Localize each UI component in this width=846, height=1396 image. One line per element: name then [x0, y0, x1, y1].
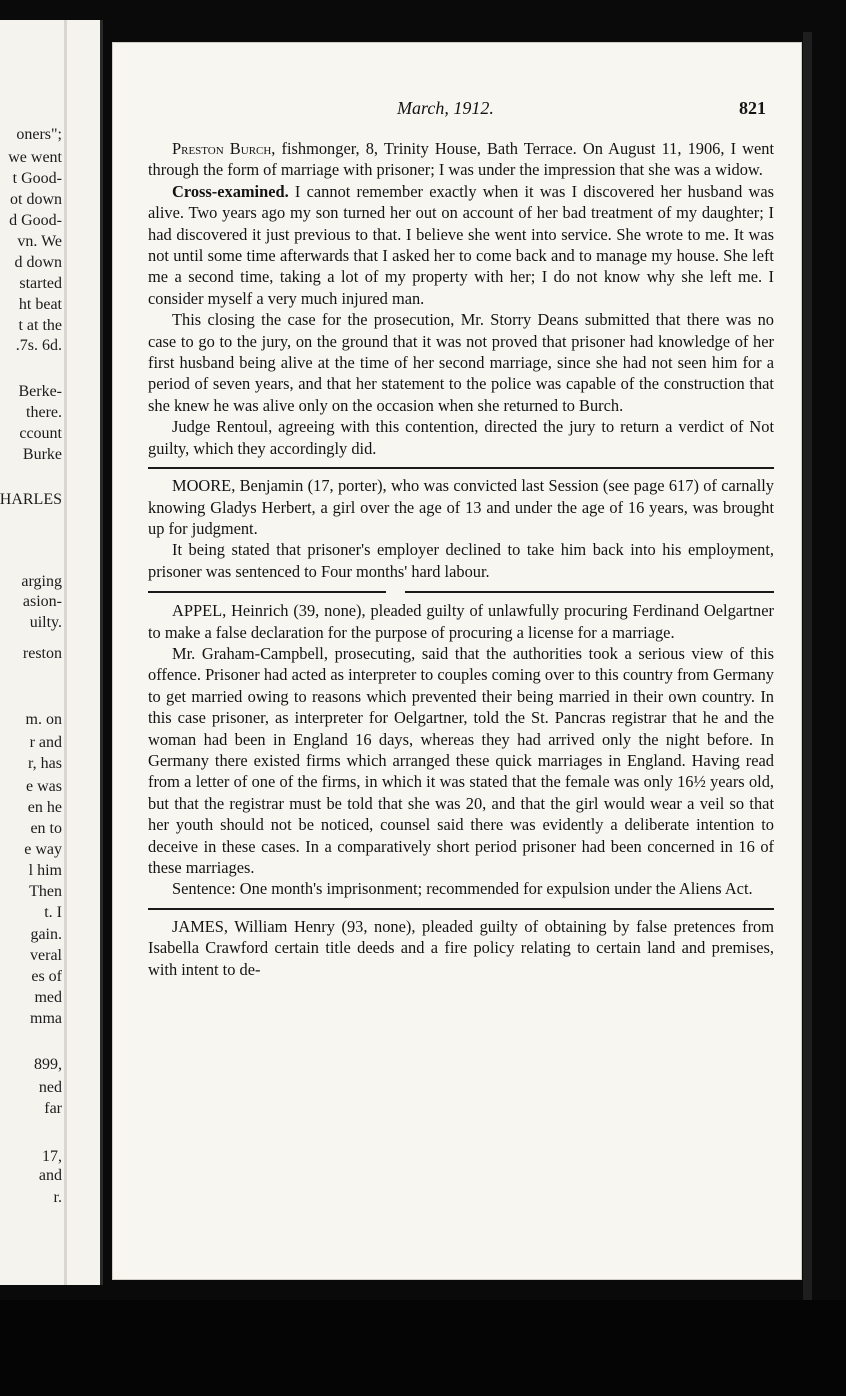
previous-page-fragment: ccount — [19, 425, 62, 442]
witness-name: Preston Burch, — [172, 139, 276, 158]
previous-page-fragment: 17, — [42, 1148, 62, 1165]
page-edge — [803, 32, 812, 1302]
previous-page-fragment: HARLES — [0, 491, 62, 508]
james-case — [148, 916, 774, 980]
burch-paragraph-4: Judge Rentoul, agreeing with this contention, directed the jury to return a verdict of Not guilty, which they accordingly did. — [148, 417, 774, 458]
previous-page-fragment: en he — [27, 799, 62, 816]
burch-paragraph-1 — [148, 138, 774, 181]
previous-page-fragment: e was — [26, 778, 62, 795]
previous-page-fragment: Burke — [22, 446, 62, 463]
previous-page-fragment: started — [19, 275, 62, 292]
burch-paragraph-3: This closing the case for the prosecution, Mr. Storry Deans submitted that there was no case to go to the jury, on the ground that it was not proved that prisoner had knowledge of her first husband being alive at the time of her second marriage, since she had not seen him for a period of seven years, and that her statement to the police was capable of the construction that she knew he was alive only on the occasion when she returned to Burch. — [148, 310, 774, 415]
previous-page-fragment: oners"; — [16, 126, 62, 143]
defendant-name: JAMES, — [172, 916, 229, 936]
james-paragraph-1 — [148, 916, 774, 980]
previous-page-fragment: d Good- — [9, 212, 62, 229]
previous-page-fragment: r and — [29, 734, 62, 751]
burch-paragraph-2 — [148, 181, 774, 309]
previous-page-fragment: r. — [53, 1189, 62, 1206]
previous-page-fragment: t. I — [44, 904, 62, 921]
previous-page-fragment: Berke- — [18, 383, 62, 400]
previous-page-fragment: e way — [24, 841, 62, 858]
previous-page-fragment: we went — [8, 149, 62, 166]
previous-page-fragment: far — [44, 1100, 62, 1117]
previous-page-fragment: 899, — [34, 1056, 62, 1073]
previous-page-fragment: ht beat — [18, 296, 62, 313]
cross-examined-label: Cross-examined. — [172, 181, 289, 201]
paragraph-text: fishmonger, 8, Trinity House, Bath Terrace. On August 11, 1906, I went through the form of marriage with prisoner; I was under the impression that she was a widow. — [148, 139, 774, 180]
previous-page-fragment: uilty. — [29, 614, 62, 631]
case-separator — [148, 590, 774, 594]
moore-paragraph-2: It being stated that prisoner's employer declined to take him back into his employment, prisoner was sentenced to Four months' hard labour. — [148, 540, 774, 581]
previous-page-fragment: ned — [38, 1079, 62, 1096]
appel-case — [148, 600, 774, 900]
paragraph-text: William Henry (93, none), pleaded guilty of obtaining by false pretences from Isabella Crawford certain title deeds and a fire policy relating to certain land and premises, with intent to de- — [148, 916, 774, 979]
case-separator — [148, 908, 774, 910]
previous-page-fragment: t Good- — [12, 170, 62, 187]
paragraph-text: Benjamin (17, porter), who was convicted last Session (see page 617) of carnally knowing Gladys Herbert, a girl over the age of 13 and under the age of 16 years, was brought up for judgment. — [148, 476, 774, 538]
gutter-shadow — [64, 20, 67, 1285]
page-821 — [112, 42, 802, 1280]
previous-page-fragment: d down — [14, 254, 62, 271]
previous-page-fragment: m. on — [25, 711, 62, 728]
previous-page-fragment: there. — [26, 404, 62, 421]
previous-page-fragment: gain. — [30, 926, 62, 943]
defendant-name: MOORE, — [172, 476, 236, 496]
previous-page-strip — [0, 20, 103, 1285]
body-text — [148, 138, 774, 980]
previous-page-fragment: Then — [29, 883, 62, 900]
moore-paragraph-1 — [148, 475, 774, 539]
previous-page-fragment: reston — [22, 645, 62, 662]
case-separator — [148, 467, 774, 469]
previous-page-fragment: .7s. 6d. — [15, 337, 62, 354]
running-head: March, 1912. — [397, 98, 494, 118]
previous-page-fragment: r, has — [27, 755, 62, 772]
previous-page-fragment: and — [38, 1167, 62, 1184]
paragraph-text: I cannot remember exactly when it was I discovered her husband was alive. Two years ago my son turned her out on account of her bad treatment of my daughter; I had discovered it just previous to that. I believe she went into service. She wrote to me. It was not until some time afterwards that I asked her to come back and to manage my house. She left me a second time, taking a lot of my property with her; I do not know why she left me. I consider myself a very much injured man. — [148, 181, 774, 308]
page-number: 821 — [739, 98, 766, 118]
page-header — [112, 98, 802, 122]
previous-page-fragment: veral — [30, 947, 62, 964]
previous-page-fragment: vn. We — [17, 233, 62, 250]
previous-page-fragment: en to — [30, 820, 62, 837]
appel-paragraph-1 — [148, 600, 774, 643]
moore-case — [148, 475, 774, 582]
paragraph-text: Heinrich (39, none), pleaded guilty of unlawfully procuring Ferdinand Oelgartner to make a false declaration for the purpose of procuring a license for a marriage. — [148, 601, 774, 642]
previous-page-fragment: mma — [30, 1010, 62, 1027]
previous-page-fragment: asion- — [22, 593, 62, 610]
appel-paragraph-2: Mr. Graham-Campbell, prosecuting, said that the authorities took a serious view of this offence. Prisoner had acted as interpreter to couples coming over to this country from Germany to get married owing to reasons which prevented their being married in their own country. In this case prisoner, as interpreter for Oelgartner, told the St. Pancras registrar that he and the woman had been in England 16 days, whereas they had arrived only the night before. In Germany there existed firms which arranged these quick marriages in England. Having read from a letter of one of the firms, in which it was stated that the female was only 16½ years old, but that the registrar must be told that she was 20, and that the girl would wear a veil so that her youth should not be noticed, counsel said there was evidently a deliberate intention to deceive in these cases. In a comparatively short period prisoner had been concerned in 16 of these marriages. — [148, 643, 774, 877]
burch-case — [148, 138, 774, 459]
previous-page-fragment: arging — [21, 573, 62, 590]
previous-page-fragment: med — [34, 989, 62, 1006]
defendant-name: APPEL, — [172, 601, 227, 621]
appel-paragraph-3: Sentence: One month's imprisonment; recommended for expulsion under the Aliens Act. — [172, 879, 753, 899]
previous-page-fragment: t at the — [18, 317, 62, 334]
scan-background — [0, 1300, 846, 1396]
previous-page-fragment: ot down — [10, 191, 62, 208]
previous-page-fragment: l him — [28, 862, 62, 879]
previous-page-fragment: es of — [31, 968, 62, 985]
